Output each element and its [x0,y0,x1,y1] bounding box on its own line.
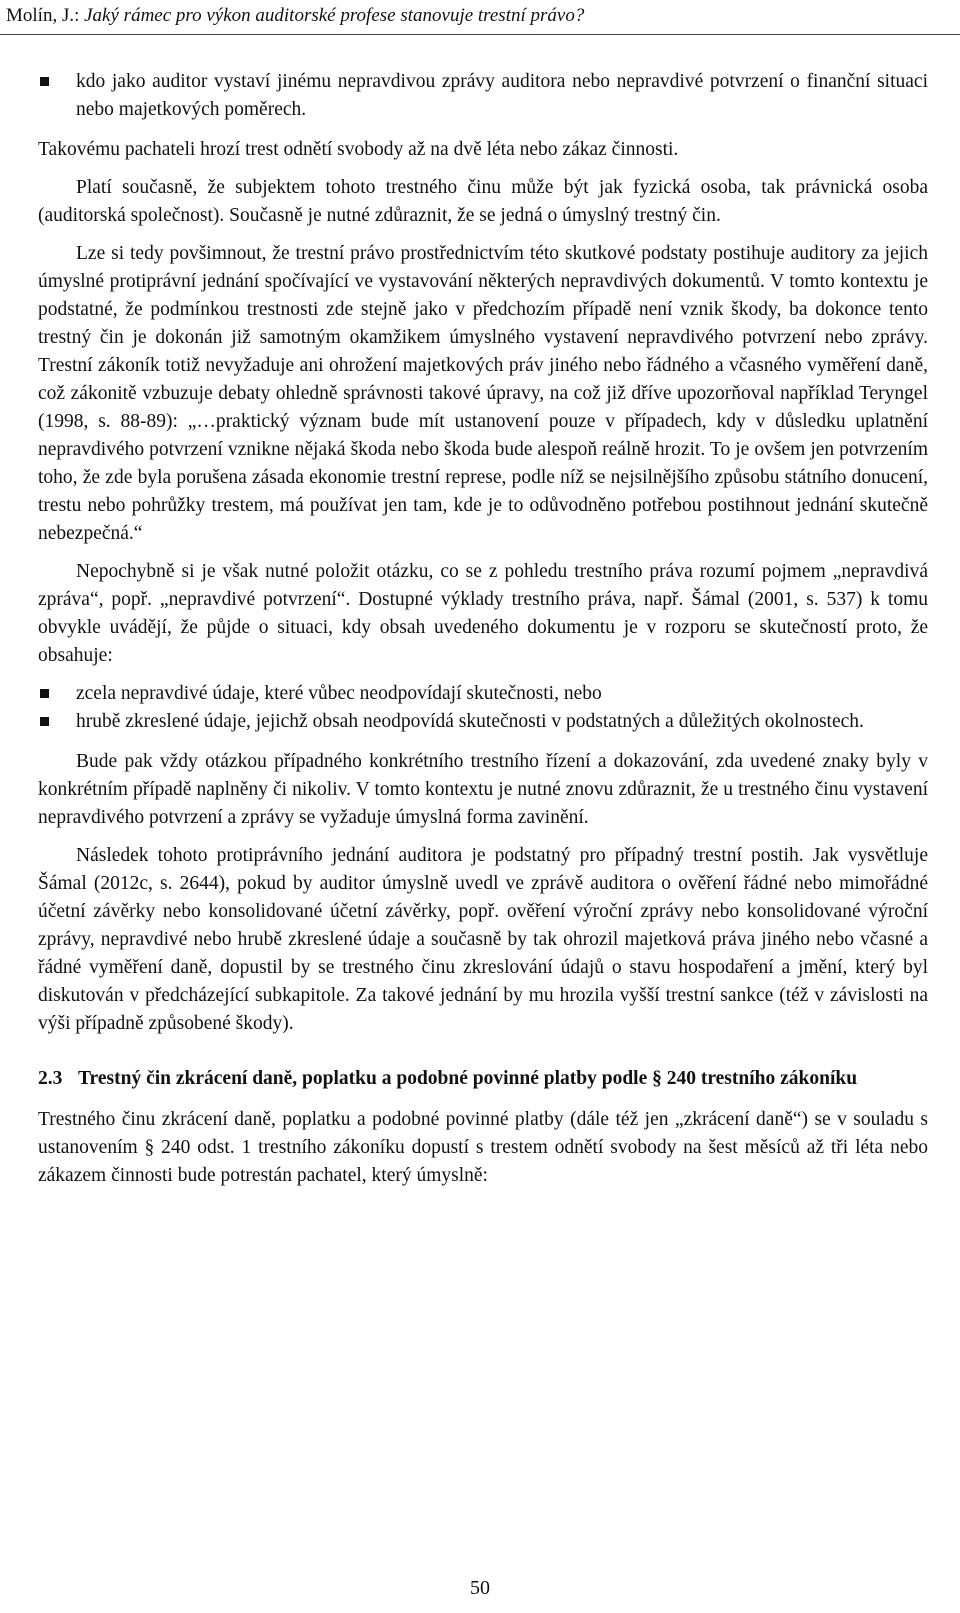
bullet-item: kdo jako auditor vystaví jinému nepravdivou zprávy auditora nebo nepravdivé potvrzení o finanční situaci nebo majetkových poměrech. [38,68,928,124]
section-heading [38,1064,928,1094]
bullet-list-top [38,68,928,124]
bullet-item: zcela nepravdivé údaje, které vůbec neodpovídají skutečnosti, nebo [38,680,928,708]
paragraph-tax-evasion: Trestného činu zkrácení daně, poplatku a podobné povinné platby (dále též jen „zkrácení daně“) se v souladu s ustanovením § 240 odst. 1 trestního zákoníku dopustí s trestem odnětí svobody na šest měsíců až tři léta nebo zákazem činnosti bude potrestán pachatel, který úmyslně: [38,1109,928,1186]
paragraph-proof: Bude pak vždy otázkou případného konkrétního trestního řízení a dokazování, zda uvedené znaky byly v konkrétním případě naplněny či nikoliv. V tomto kontextu je nutné znovu zdůraznit, že u trestného činu vystavení nepravdivého potvrzení a zprávy se vyžaduje úmyslná forma zavinění. [38,751,928,828]
paragraph-analysis: Lze si tedy povšimnout, že trestní právo prostřednictvím této skutkové podstaty postihuje auditory za jejich úmyslné protiprávní jednání spočívající ve vystavování některých nepravdivých dokumentů. V tomto kontextu je podstatné, že podmínkou trestnosti zde stejně jako v předchozím případě není vznik škody, ba dokonce tento trestný čin je dokonán již samotným okamžikem úmyslného vystavení nepravdivého potvrzení nebo zprávy. Trestní zákoník totiž nevyžaduje ani ohrožení majetkových práv jiného nebo řádného a včasného vyměření daně, což zákonitě vzbuzuje debaty ohledně správnosti takové úpravy, na což již dříve upozorňoval například Teryngel (1998, s. 88-89): „…praktický význam bude mít ustanovení pouze v případech, kdy v důsledku uplatnění nepravdivého potvrzení vznikne nějaká škoda nebo škoda bude alespoň reálně hrozit. To je ovšem jen potvrzením toho, že zde byla porušena zásada ekonomie trestní represe, podle níž se nejsilnějšího způsobu státního donucení, trestu nebo pohrůžky trestem, má používat jen tam, kde je to odůvodněno potřebou postihnout jednání skutečně nebezpečná.“ [38,243,928,544]
paragraph-question: Nepochybně si je však nutné položit otázku, co se z pohledu trestního práva rozumí pojmem „nepravdivá zpráva“, popř. „nepravdivé potvrzení“. Dostupné výklady trestního práva, např. Šámal (2001, s. 537) k tomu obvykle uvádějí, že půjde o situaci, kdy obsah uvedeného dokumentu je v rozporu se skutečností proto, že obsahuje: [38,561,928,666]
paragraph-penalty: Takovému pachateli hrozí trest odnětí svobody až na dvě léta nebo zákaz činnosti. [38,139,679,160]
bullet-item: hrubě zkreslené údaje, jejichž obsah neodpovídá skutečnosti v podstatných a důležitých okolnostech. [38,708,928,736]
bullet-list-mid [38,680,928,736]
section-number: 2.3 [38,1068,63,1089]
paragraph-subject: Platí současně, že subjektem tohoto trestného činu může být jak fyzická osoba, tak právnická osoba (auditorská společnost). Současně je nutné zdůraznit, že se jedná o úmyslný trestný čin. [38,177,928,226]
header-author: Molín, J.: [6,5,80,26]
page-number: 50 [470,1577,490,1599]
page-body [38,68,928,1200]
running-header [6,4,584,28]
header-rule [0,34,960,35]
paragraph-consequence: Následek tohoto protiprávního jednání auditora je podstatný pro případný trestní postih. Jak vysvětluje Šámal (2012c, s. 2644), pokud by auditor úmyslně uvedl ve zprávě auditora o ověření řádné nebo mimořádné účetní závěrky nebo konsolidované účetní závěrky, popř. ověření výroční zprávy nebo konsolidované výroční zprávy, nepravdivé nebo hrubě zkreslené údaje a současně by tak ohrozil majetková práva jiného nebo včasné a řádné vyměření daně, dopustil by se trestného činu zkreslování údajů o stavu hospodaření a jmění, který byl diskutován v předcházející subkapitole. Za takové jednání by mu hrozila vyšší trestní sankce (též v závislosti na výši případně způsobené škody). [38,845,928,1034]
header-title: Jaký rámec pro výkon auditorské profese stanovuje trestní právo? [84,5,585,26]
section-title: Trestný čin zkrácení daně, poplatku a podobné povinné platby podle § 240 trestního zákoníku [78,1068,858,1089]
